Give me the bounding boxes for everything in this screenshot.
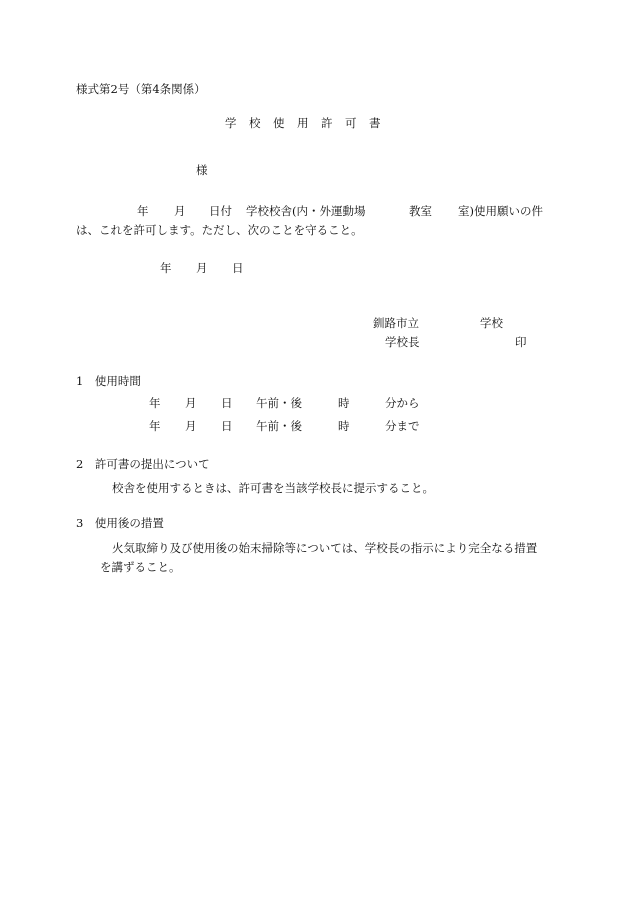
request-year: 年: [137, 204, 149, 218]
section3-body-line2: を講ずること。: [100, 560, 181, 574]
section1-heading: 1 使用時間: [76, 374, 141, 388]
to-minute: 分まで: [385, 419, 420, 433]
addressee-suffix: 様: [196, 163, 208, 177]
request-room-suffix: 室)使用願いの件: [458, 204, 543, 218]
from-day: 日: [221, 396, 233, 410]
section3-heading: 3 使用後の措置: [76, 516, 164, 530]
issuer-school: 学校: [480, 316, 503, 330]
section2-heading: 2 許可書の提出について: [76, 457, 210, 471]
request-line-2: は、これを許可します。ただし、次のことを守ること。: [76, 223, 363, 237]
to-day: 日: [221, 419, 233, 433]
section2-body: 校舎を使用するときは、許可書を当該学校長に提示すること。: [112, 481, 434, 495]
issue-year: 年: [160, 261, 172, 275]
to-year: 年: [149, 419, 161, 433]
issuer-seal: 印: [515, 335, 527, 349]
from-month: 月: [185, 396, 197, 410]
issue-day: 日: [232, 261, 244, 275]
to-month: 月: [185, 419, 197, 433]
from-ampm: 午前・後: [256, 396, 302, 410]
to-hour: 時: [338, 419, 350, 433]
issuer-city: 釧路市立: [373, 316, 419, 330]
to-ampm: 午前・後: [256, 419, 302, 433]
from-year: 年: [149, 396, 161, 410]
issuer-principal: 学校長: [385, 335, 420, 349]
issue-month: 月: [196, 261, 208, 275]
document-title: 学 校 使 用 許 可 書: [225, 116, 381, 130]
request-month: 月: [174, 204, 186, 218]
request-building: 学校校舎(内・外運動場: [246, 204, 366, 218]
from-minute: 分から: [385, 396, 420, 410]
from-hour: 時: [338, 396, 350, 410]
section3-body-line1: 火気取締り及び使用後の始末掃除等については、学校長の指示により完全なる措置: [112, 541, 538, 555]
request-classroom: 教室: [409, 204, 432, 218]
form-label: 様式第2号（第4条関係）: [76, 82, 206, 96]
request-day-dated: 日付: [209, 204, 232, 218]
